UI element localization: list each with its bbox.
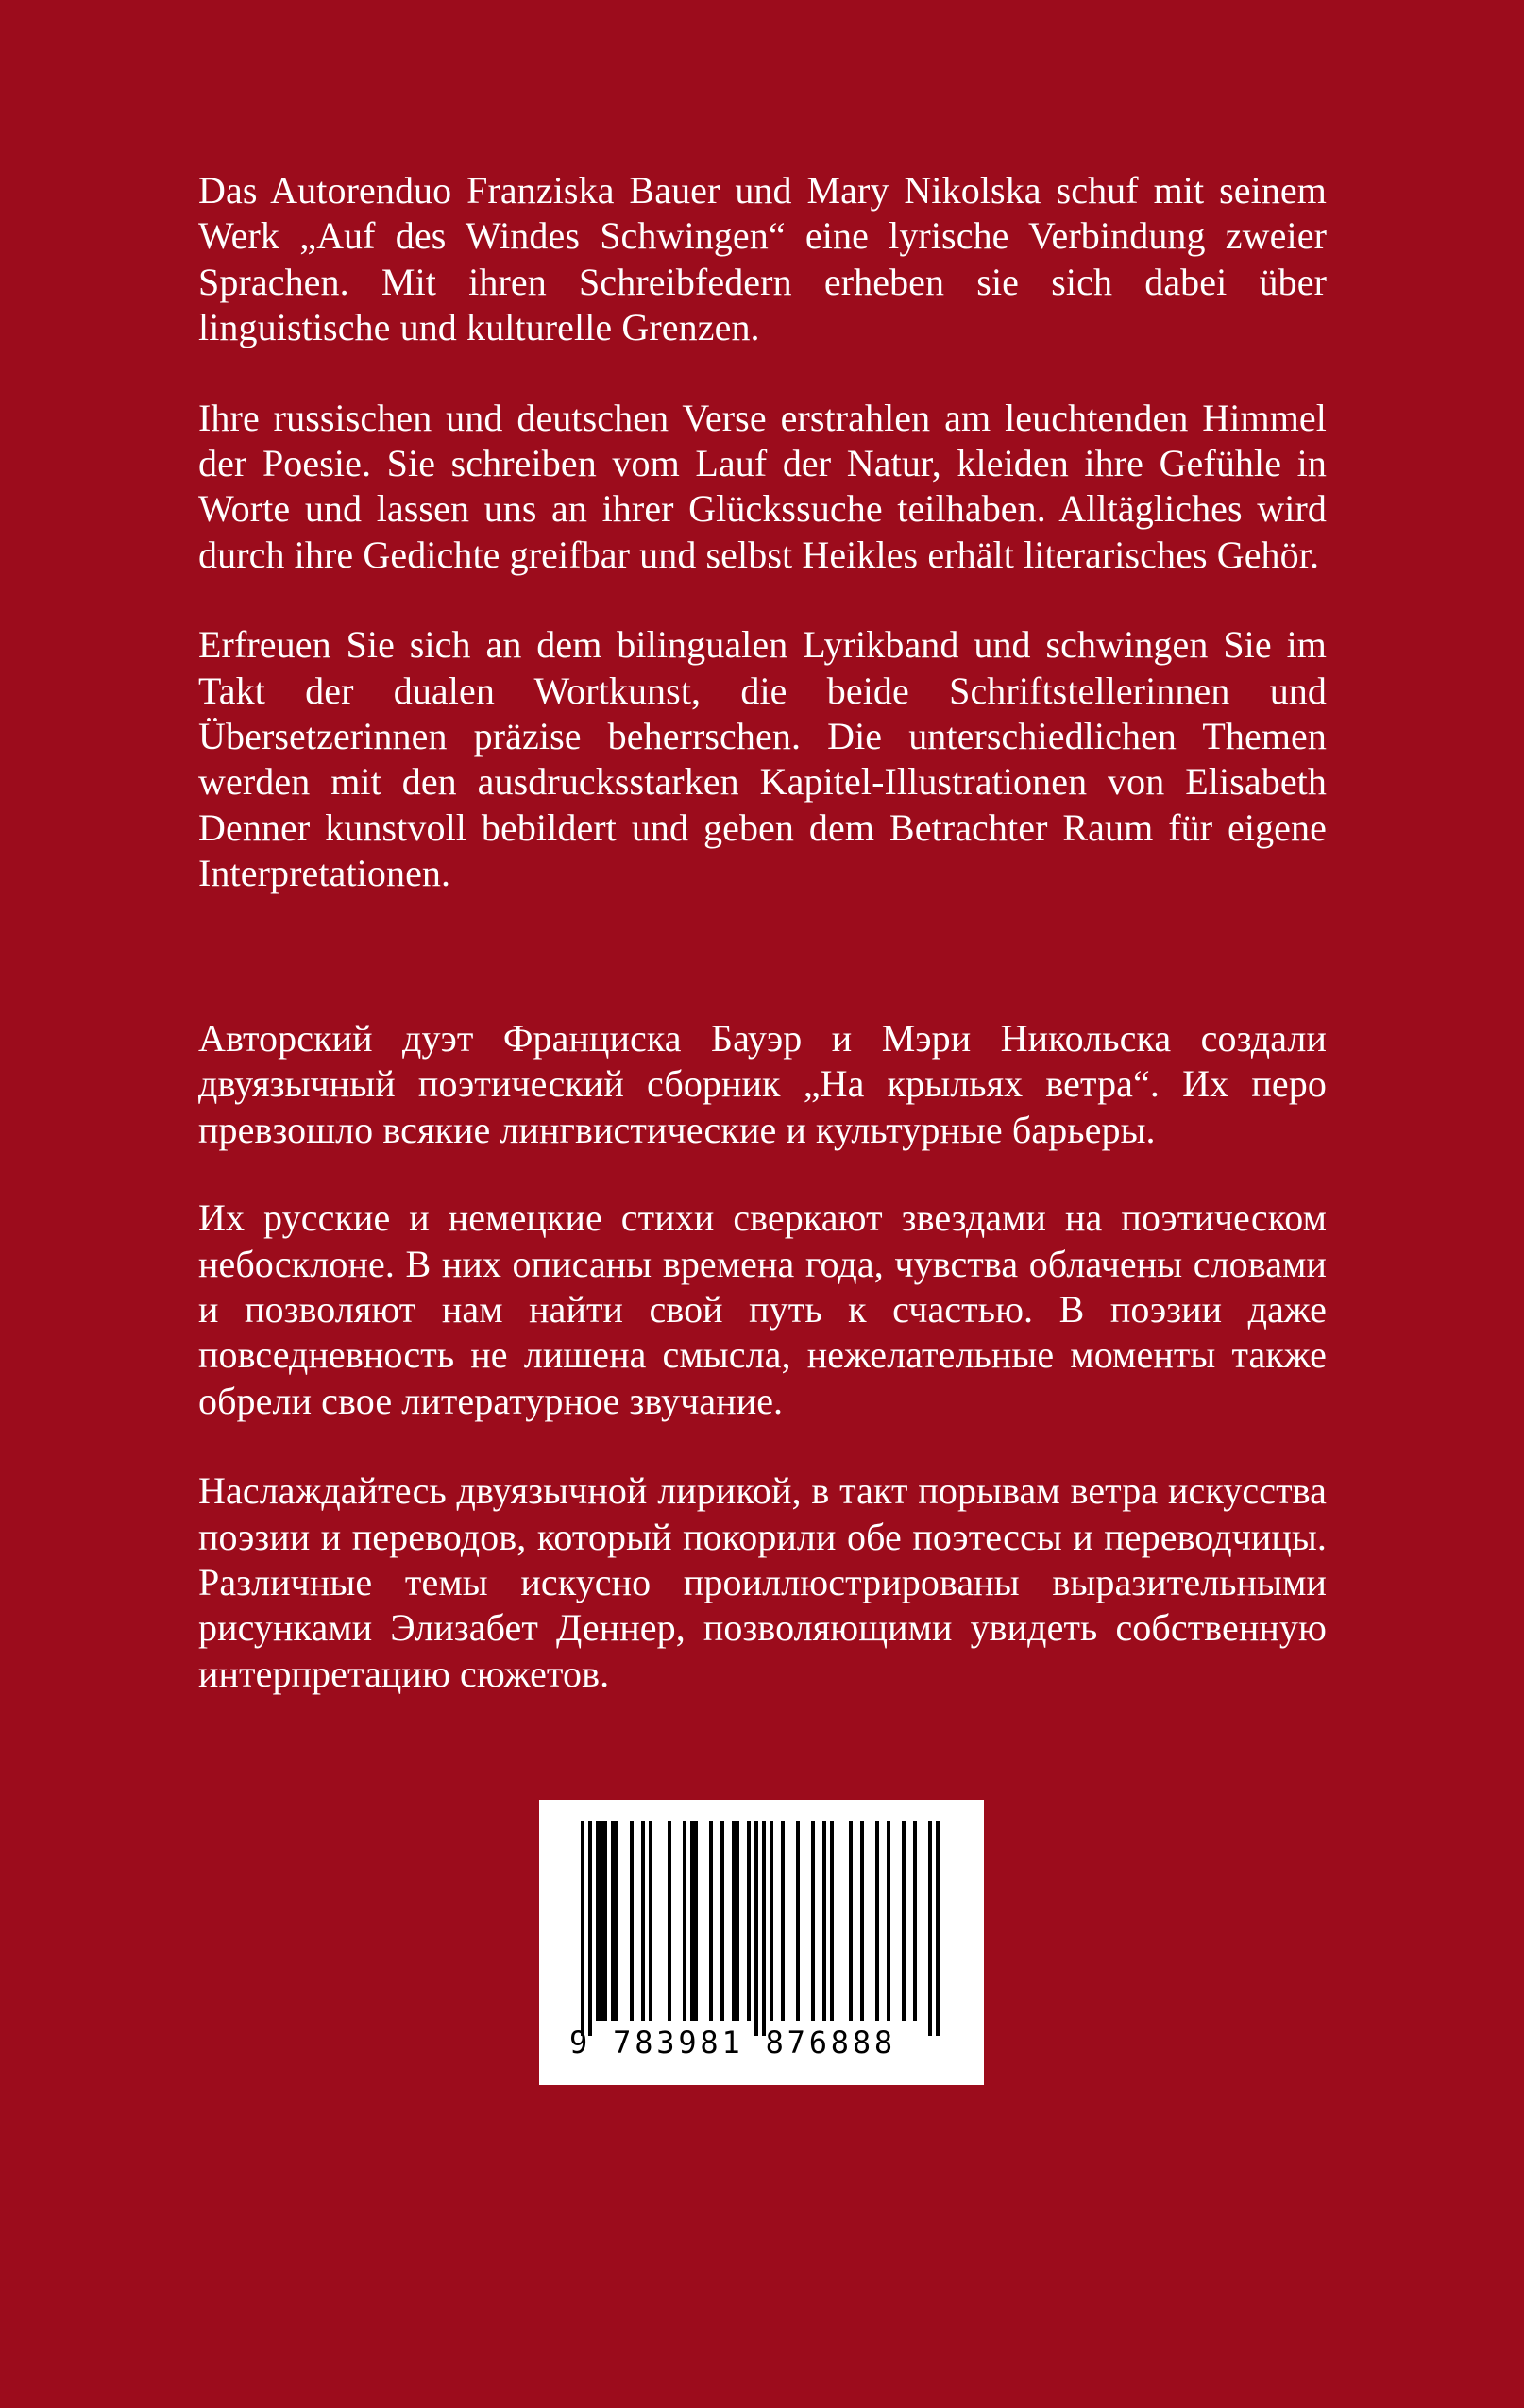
barcode-bar bbox=[875, 1821, 879, 2021]
isbn-number: 9 783981 876888 bbox=[569, 2025, 896, 2060]
barcode-bar bbox=[683, 1821, 686, 2021]
barcode-bar bbox=[781, 1821, 785, 2021]
barcode-bar bbox=[720, 1821, 724, 2021]
german-paragraph-1: Das Autorenduo Franziska Bauer und Mary Nikolska schuf mit seinem Werk „Auf des Windes Schwingen“ eine lyrische Verbindung zweier Sprachen. Mit ihren Schreibfedern erheben sie sich dabei über linguistische und kulturelle Grenzen. bbox=[198, 169, 1327, 349]
barcode-bar bbox=[690, 1821, 698, 2021]
barcode-bar bbox=[641, 1821, 645, 2021]
barcode-bar bbox=[913, 1821, 917, 2021]
barcode-bar bbox=[796, 1821, 800, 2021]
barcode-bar bbox=[611, 1821, 618, 2021]
russian-paragraph-3: Наслаждайтесь двуязычной лирикой, в такт порывам ветра искусства поэзии и переводов, который покорили обе поэтессы и переводчицы. Различные темы искусно проиллюстрированы выразительными рисунками Элизабет Деннер, позволяющими увидеть собственную интерпретацию сюжетов. bbox=[198, 1469, 1327, 1695]
russian-paragraph-1: Авторский дуэт Франциска Бауэр и Мэри Никольска создали двуязычный поэтический сборник „На крыльях ветра“. Их перо превзошло всякие лингвистические и культурные барьеры. bbox=[198, 1017, 1327, 1151]
barcode-guard-bar bbox=[936, 1821, 940, 2036]
barcode-bar bbox=[596, 1821, 607, 2021]
barcode-bar bbox=[887, 1821, 890, 2021]
barcode-bar bbox=[770, 1821, 773, 2021]
barcode-bar bbox=[649, 1821, 652, 2021]
barcode-guard-bar bbox=[581, 1821, 584, 2036]
barcode-guard-bar bbox=[754, 1821, 758, 2036]
barcode-bar bbox=[811, 1821, 815, 2021]
german-paragraph-2: Ihre russischen und deutschen Verse erstrahlen am leuchtenden Himmel der Poesie. Sie schreiben vom Lauf der Natur, kleiden ihre Gefühle in Worte und lassen uns an ihrer Glückssuche teilhaben. Alltägliches wird durch ihre Gedichte greifbar und selbst Heikles erhält literarisches Gehör. bbox=[198, 396, 1327, 576]
barcode-bar bbox=[849, 1821, 853, 2021]
barcode-guard-bar bbox=[928, 1821, 932, 2036]
barcode-bar bbox=[668, 1821, 671, 2021]
barcode-bar bbox=[747, 1821, 751, 2021]
barcode-bar bbox=[709, 1821, 713, 2021]
barcode-bar bbox=[630, 1821, 634, 2021]
russian-paragraph-2: Их русские и немецкие стихи сверкают звездами на поэтическом небосклоне. В них описаны времена года, чувства облачены словами и позволяют нам найти свой путь к счастью. В поэзии даже повседневность не лишена смысла, нежелательные моменты также обрели свое литературное звучание. bbox=[198, 1196, 1327, 1422]
german-paragraph-3: Erfreuen Sie sich an dem bilingualen Lyrikband und schwingen Sie im Takt der dualen Wortkunst, die beide Schriftstellerinnen und Übersetzerinnen präzise beherrschen. Die unterschiedlichen Themen werden mit den ausdrucksstarken Kapitel-Illustrationen von Elisabeth Denner kunstvoll bebildert und geben dem Betrachter Raum für eigene Interpretationen. bbox=[198, 623, 1327, 895]
russian-description bbox=[198, 1016, 1327, 1741]
barcode-bar bbox=[830, 1821, 834, 2021]
german-description bbox=[198, 168, 1327, 941]
barcode-guard-bar bbox=[588, 1821, 592, 2036]
barcode-panel bbox=[539, 1800, 984, 2085]
barcode-bar bbox=[902, 1821, 906, 2021]
barcode-guard-bar bbox=[762, 1821, 766, 2036]
barcode-bar bbox=[860, 1821, 864, 2021]
barcode-bar bbox=[822, 1821, 826, 2021]
barcode-bar bbox=[732, 1821, 739, 2021]
